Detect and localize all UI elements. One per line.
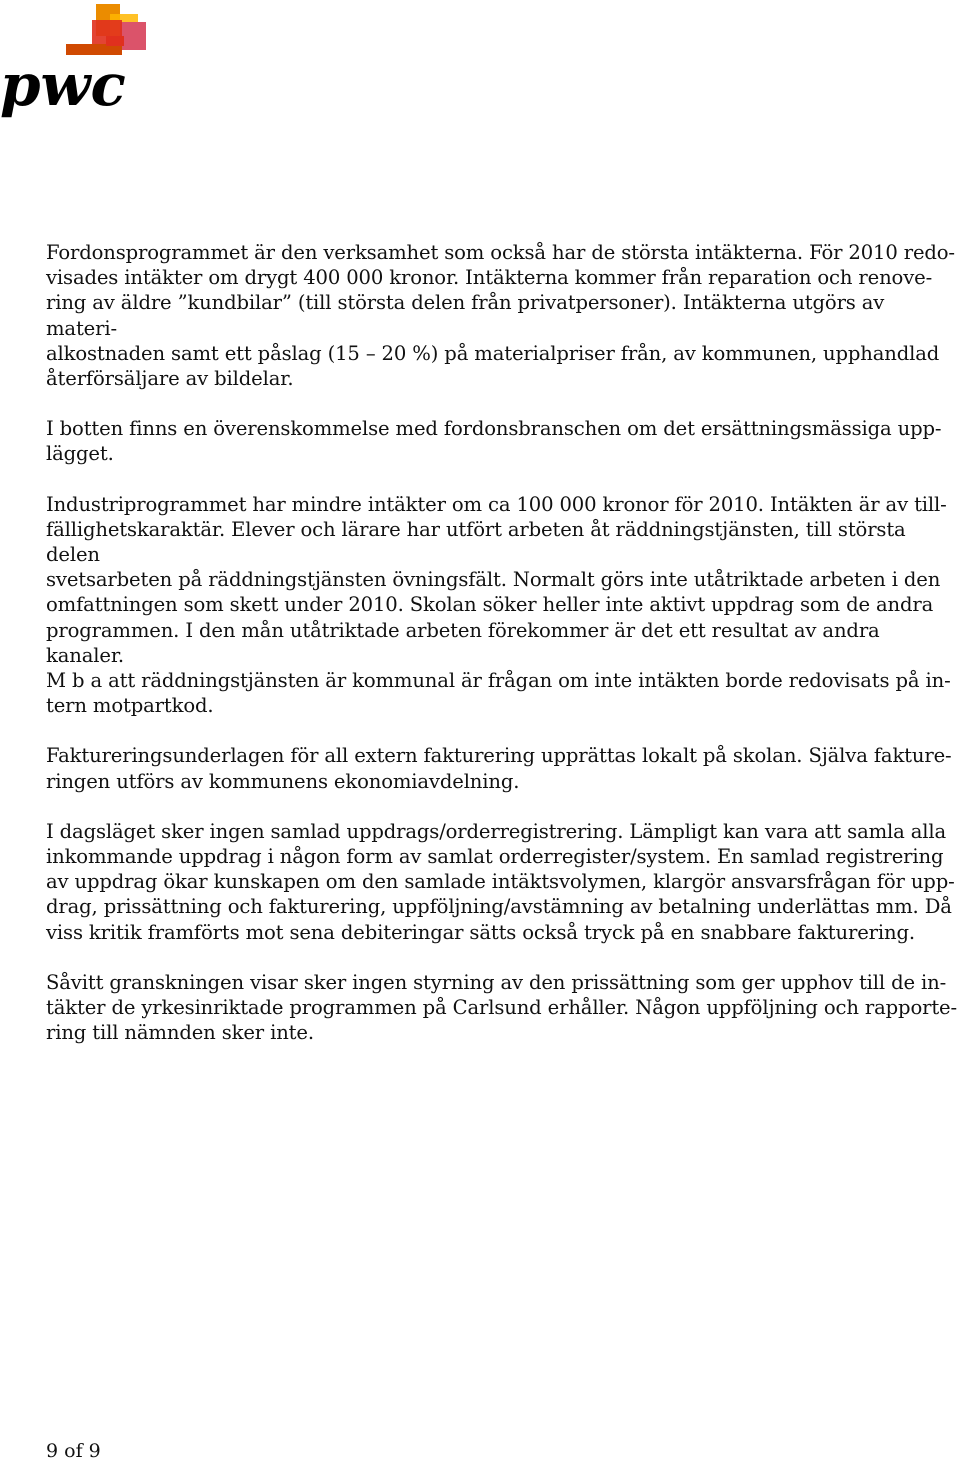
paragraph: Faktureringsunderlagen för all extern fakturering upprättas lokalt på skolan. Själva fakture- ringen utförs av kommunens ekonomiavdelning. xyxy=(46,744,952,793)
pwc-logo xyxy=(0,0,150,120)
paragraph: Industriprogrammet har mindre intäkter om ca 100 000 kronor för 2010. Intäkten är av till- fällighetskaraktär. Elever och lärare har utfört arbeten åt räddningstjänsten, till största delen svetsarbeten på räddningstjänsten övningsfält. Normalt görs inte utåtriktade arbeten i den omfattningen som skett under 2010. Skolan söker heller inte aktivt uppdrag som de andra programmen. I den mån utåtriktade arbeten förekommer är det ett resultat av andra kanaler. M b a att räddningstjänsten är kommunal är frågan om inte intäkten borde redovisats på in- tern motpartkod. xyxy=(46,492,951,718)
paragraph: Fordonsprogrammet är den verksamhet som också har de största intäkterna. För 2010 redo- visades intäkter om drygt 400 000 kronor. Intäkterna kommer från reparation och renove- ring av äldre ”kundbilar” (till största delen från privatpersoner). Intäkterna utgörs av materi- alkostnaden samt ett påslag (15 – 20 %) på materialpriser från, av kommunen, upphandlad återförsäljare av bildelar. xyxy=(46,241,955,391)
svg-text:pwc: pwc xyxy=(0,51,126,119)
pwc-logo-mark xyxy=(0,0,150,120)
paragraph: I botten finns en överenskommelse med fordonsbranschen om det ersättningsmässiga upp- lägget. xyxy=(46,417,942,466)
paragraph: I dagsläget sker ingen samlad uppdrags/orderregistrering. Lämpligt kan vara att samla alla inkommande uppdrag i någon form av samlat orderregister/system. En samlad registrering av uppdrag ökar kunskapen om den samlade intäktsvolymen, klargör ansvarsfrågan för upp- drag, prissättning och fakturering, uppföljning/avstämning av betalning underlättas mm. Då viss kritik framförts mot sena debiteringar sätts också tryck på en snabbare fakturering. xyxy=(46,819,955,944)
page-number: 9 of 9 xyxy=(46,1440,101,1462)
document-body xyxy=(46,240,958,1070)
paragraph: Såvitt granskningen visar sker ingen styrning av den prissättning som ger upphov till de in- täkter de yrkesinriktade programmen på Carlsund erhåller. Någon uppföljning och rapporte- ring till nämnden sker inte. xyxy=(46,970,957,1045)
